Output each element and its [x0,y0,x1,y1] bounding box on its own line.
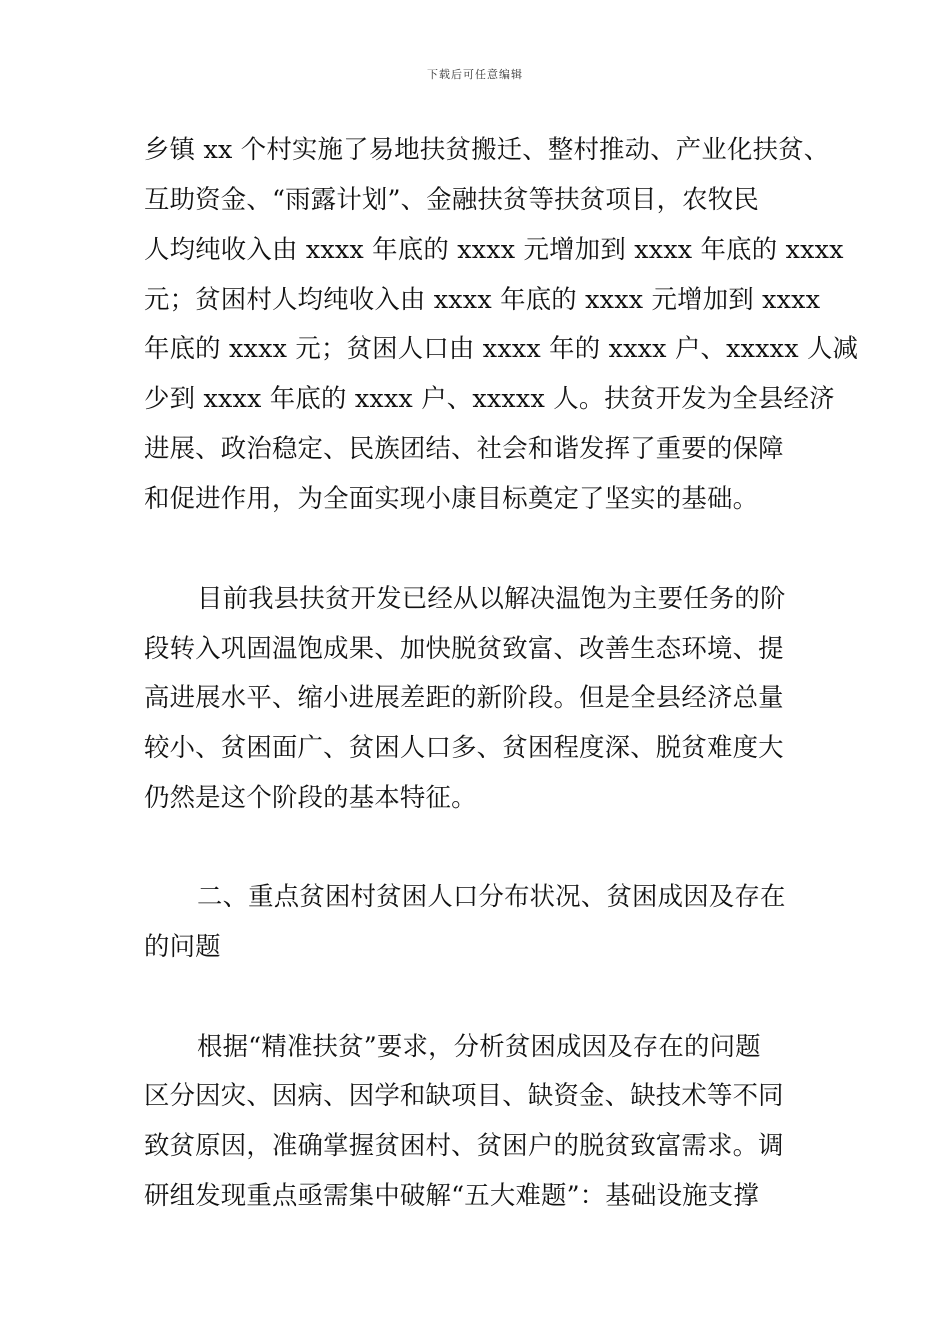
paragraph-line: 元；贫困村人均纯收入由 xxxx 年底的 xxxx 元增加到 xxxx [144,284,821,314]
paragraph-line: 区分因灾、因病、因学和缺项目、缺资金、缺技术等不同 [144,1080,784,1110]
paragraph-line: 人均纯收入由 xxxx 年底的 xxxx 元增加到 xxxx 年底的 xxxx [144,234,844,264]
heading-line: 二、重点贫困村贫困人口分布状况、贫困成因及存在 [197,881,786,911]
paragraph-line: 段转入巩固温饱成果、加快脱贫致富、改善生态环境、提 [144,633,784,663]
paragraph-line: 致贫原因，准确掌握贫困村、贫困户的脱贫致富需求。调 [144,1130,784,1160]
paragraph-line: 较小、贫困面广、贫困人口多、贫困程度深、脱贫难度大 [144,732,784,762]
paragraph-line: 乡镇 xx 个村实施了易地扶贫搬迁、整村推动、产业化扶贫、 [144,134,830,164]
paragraph-line: 和促进作用，为全面实现小康目标奠定了坚实的基础。 [144,483,759,513]
paragraph-line: 年底的 xxxx 元；贫困人口由 xxxx 年的 xxxx 户、xxxxx 人减 [144,333,859,363]
paragraph-line: 少到 xxxx 年底的 xxxx 户、xxxxx 人。扶贫开发为全县经济 [144,383,835,413]
paragraph-line: 目前我县扶贫开发已经从以解决温饱为主要任务的阶 [197,583,786,613]
paragraph-line: 研组发现重点亟需集中破解“五大难题”：基础设施支撑 [144,1180,759,1210]
paragraph-line: 高进展水平、缩小进展差距的新阶段。但是全县经济总量 [144,682,784,712]
paragraph-line: 仍然是这个阶段的基本特征。 [144,782,477,812]
paragraph-line: 进展、政治稳定、民族团结、社会和谐发挥了重要的保障 [144,433,784,463]
page-header-note: 下载后可任意编辑 [427,68,523,81]
paragraph-line: 根据“精准扶贫”要求，分析贫困成因及存在的问题 [197,1031,761,1061]
heading-line: 的问题 [144,931,221,961]
paragraph-line: 互助资金、“雨露计划”、金融扶贫等扶贫项目，农牧民 [144,184,759,214]
